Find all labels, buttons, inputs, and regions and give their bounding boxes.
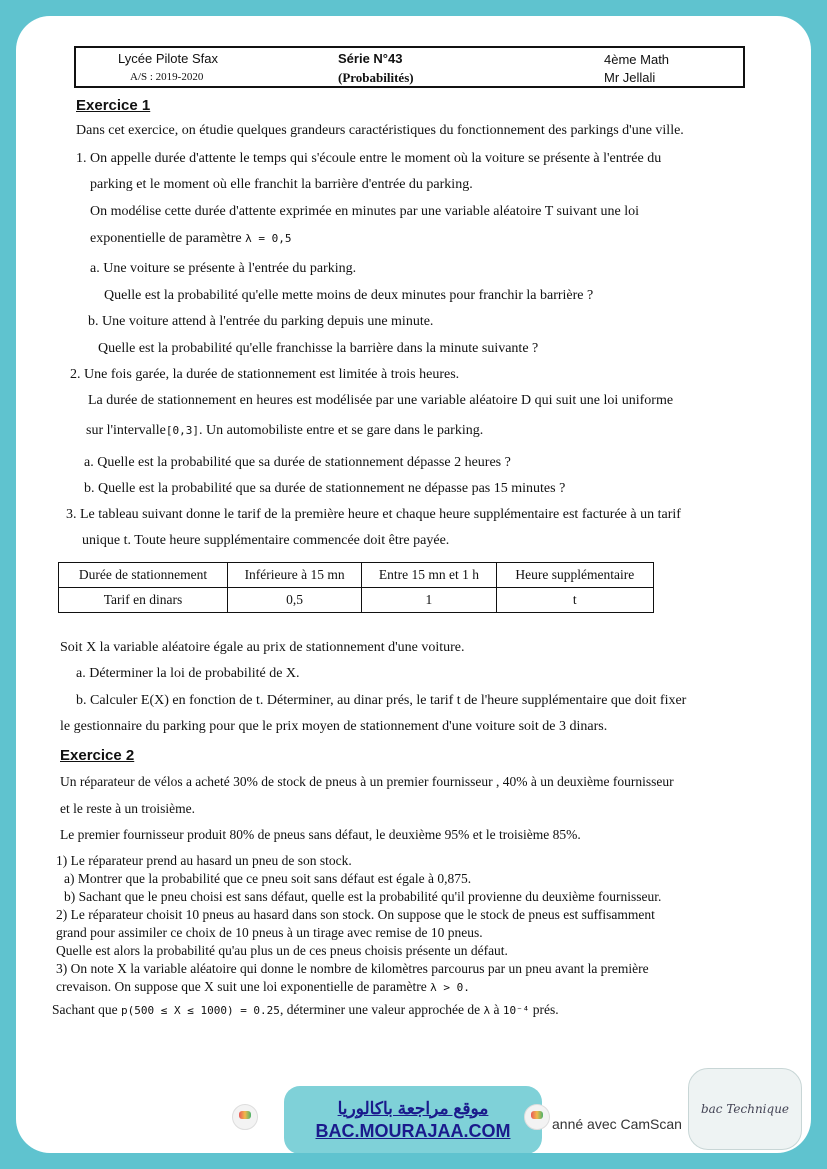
ex2-line10: 3) On note X la variable aléatoire qui donne le nombre de kilomètres parcourus par un pneu avant la première [56, 961, 649, 976]
site-url-link[interactable]: BAC.MOURAJAA.COM [315, 1120, 511, 1141]
ex1-q2-text-b: . Un automobiliste entre et se gare dans le parking. [199, 423, 484, 438]
table-cell: 0,5 [227, 588, 361, 613]
ex1-q2a: a. Quelle est la probabilité que sa durée de stationnement dépasse 2 heures ? [84, 455, 511, 470]
ex2-line7: 2) Le réparateur choisit 10 pneus au hasard dans son stock. On suppose que le stock de pneus est suffisamment [56, 907, 655, 922]
table-cell: Entre 15 mn et 1 h [362, 563, 496, 588]
ex2-line12-b: , déterminer une valeur approchée de [279, 1002, 481, 1017]
ex1-after-b2: le gestionnaire du parking pour que le prix moyen de stationnement d'une voiture soit de 3 dinars. [60, 719, 608, 734]
ex1-q2-text-a: sur l'intervalle [86, 423, 166, 438]
ex1-q1a-line2: Quelle est la probabilité qu'elle mette moins de deux minutes pour franchir la barrière ? [104, 288, 594, 303]
ex1-q2-line2: La durée de stationnement en heures est modélisée par une variable aléatoire D qui suit une loi uniforme [88, 393, 674, 408]
table-cell: 1 [362, 588, 496, 613]
ex2-line12-d: prés. [532, 1002, 559, 1017]
ex2-line11 [56, 979, 470, 996]
site-logo-left-icon [232, 1104, 258, 1130]
ex2-line3: Le premier fournisseur produit 80% de pneus sans défaut, le deuxième 95% et le troisième 85%. [60, 827, 581, 842]
ex1-after-line1: Soit X la variable aléatoire égale au prix de stationnement d'une voiture. [60, 640, 465, 655]
ex2-lambda: λ [483, 1004, 491, 1017]
ex2-line5: a) Montrer que la probabilité que ce pneu soit sans défaut est égale à 0,875. [64, 871, 472, 886]
ex2-line8: grand pour assimiler ce choix de 10 pneus à un tirage avec remise de 10 pneus. [56, 925, 483, 940]
ex1-q1-line4 [90, 231, 291, 247]
ex1-q1-line2: parking et le moment où elle franchit la barrière d'entrée du parking. [90, 177, 473, 192]
site-badge[interactable] [284, 1086, 542, 1153]
ex1-q1-line3: On modélise cette durée d'attente exprimée en minutes par une variable aléatoire T suivant une loi [90, 204, 639, 219]
series-number: Série N°43 [338, 51, 403, 66]
school-name: Lycée Pilote Sfax [118, 51, 218, 66]
tarif-table [58, 562, 654, 613]
table-cell: Inférieure à 15 mn [227, 563, 361, 588]
ex1-q2b: b. Quelle est la probabilité que sa durée de stationnement ne dépasse pas 15 minutes ? [84, 481, 566, 496]
table-cell: t [496, 588, 653, 613]
header-box [74, 46, 745, 88]
ex2-line11-text: crevaison. On suppose que X suit une loi exponentielle de paramètre [56, 979, 427, 994]
camscanner-watermark: anné avec CamScan [552, 1116, 682, 1132]
bac-technique-logo [688, 1068, 802, 1150]
ex1-q1a-line1: a. Une voiture se présente à l'entrée du parking. [90, 261, 357, 276]
table-row [59, 588, 654, 613]
bac-technique-text: bac Technique [700, 1102, 790, 1116]
page-frame [16, 16, 811, 1153]
ex2-line12-a: Sachant que [52, 1002, 118, 1017]
ex2-lambda-positive: λ > 0. [430, 981, 470, 994]
site-logo-right-icon [524, 1104, 550, 1130]
ex1-q3-line1: 3. Le tableau suivant donne le tarif de la première heure et chaque heure supplémentaire est facturée à un tarif [66, 507, 681, 522]
school-year: A/S : 2019-2020 [130, 71, 204, 83]
ex1-q1-text: exponentielle de paramètre [90, 231, 242, 246]
ex2-line9: Quelle est alors la probabilité qu'au plus un de ces pneus choisis présente un défaut. [56, 943, 508, 958]
exercise-2-title: Exercice 2 [60, 747, 135, 764]
table-cell: Heure supplémentaire [496, 563, 653, 588]
table-cell: Durée de stationnement [59, 563, 228, 588]
ex1-q1-line1: 1. On appelle durée d'attente le temps qui s'écoule entre le moment où la voiture se présente à l'entrée du [76, 151, 662, 166]
teacher-name: Mr Jellali [604, 70, 656, 85]
site-arabic-name[interactable]: موقع مراجعة باكالوريا [337, 1098, 489, 1118]
ex2-line12-c: à [493, 1002, 500, 1017]
ex2-probability-expr: p(500 ≤ X ≤ 1000) = 0.25 [120, 1004, 280, 1017]
document-page [16, 16, 811, 1153]
ex1-q1b-line1: b. Une voiture attend à l'entrée du parking depuis une minute. [88, 314, 434, 329]
ex2-line1: Un réparateur de vélos a acheté 30% de stock de pneus à un premier fournisseur , 40% à un deuxième fournisseur [60, 774, 674, 789]
class-level: 4ème Math [604, 52, 670, 67]
ex1-after-b: b. Calculer E(X) en fonction de t. Déterminer, au dinar prés, le tarif t de l'heure supplémentaire que doit fixer [76, 693, 687, 708]
ex2-line4: 1) Le réparateur prend au hasard un pneu de son stock. [56, 853, 352, 868]
ex1-after-a: a. Déterminer la loi de probabilité de X. [76, 666, 300, 681]
table-row [59, 563, 654, 588]
ex1-q3-line2: unique t. Toute heure supplémentaire commencée doit être payée. [82, 533, 450, 548]
ex1-lambda: λ = 0,5 [245, 232, 292, 245]
ex1-intro: Dans cet exercice, on étudie quelques grandeurs caractéristiques du fonctionnement des parkings d'une ville. [76, 123, 684, 138]
ex2-precision: 10⁻⁴ [502, 1004, 530, 1017]
ex2-line12 [52, 1002, 559, 1019]
table-cell: Tarif en dinars [59, 588, 228, 613]
ex1-q1b-line2: Quelle est la probabilité qu'elle franchisse la barrière dans la minute suivante ? [98, 341, 539, 356]
ex1-q2-line3 [86, 423, 483, 439]
exercise-1-title: Exercice 1 [76, 97, 151, 114]
ex2-line2: et le reste à un troisième. [60, 801, 195, 816]
ex1-interval: [0,3] [165, 424, 200, 437]
series-topic: (Probabilités) [338, 70, 414, 85]
ex2-line6: b) Sachant que le pneu choisi est sans défaut, quelle est la probabilité qu'il provienne du deuxième fournisseur. [64, 889, 662, 904]
ex1-q2-line1: 2. Une fois garée, la durée de stationnement est limitée à trois heures. [70, 367, 460, 382]
